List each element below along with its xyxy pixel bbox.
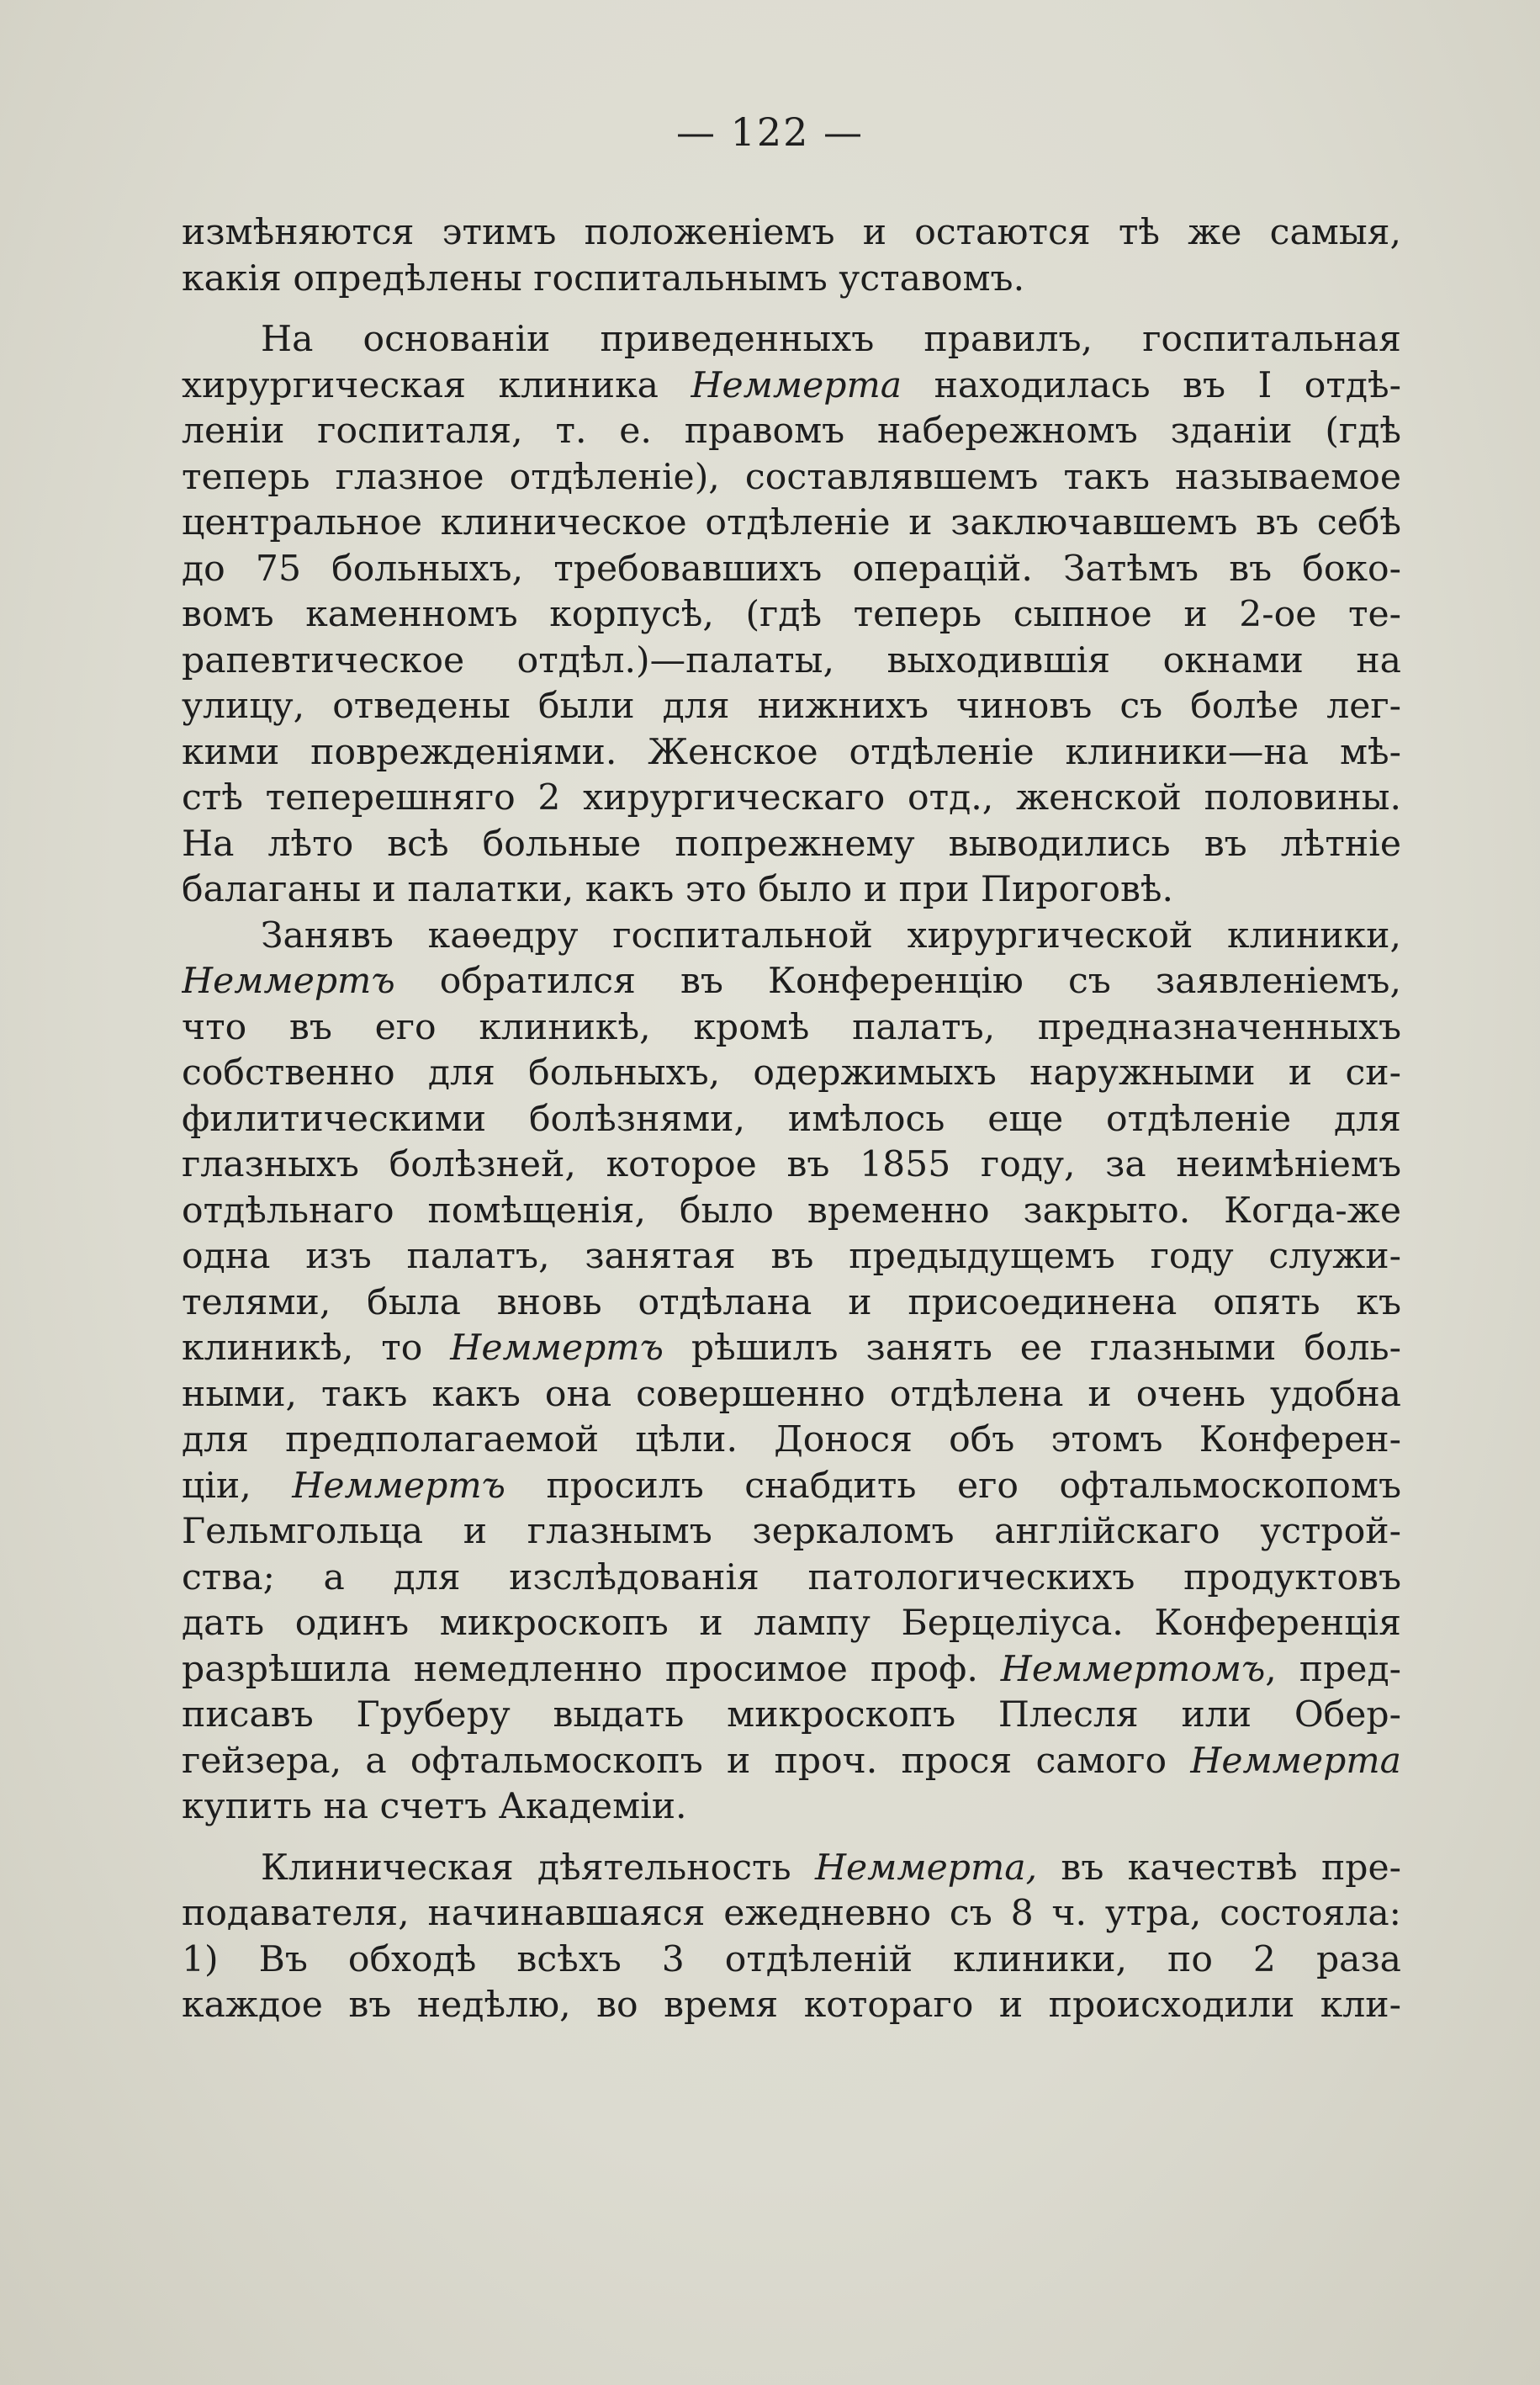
- text-line: [182, 1739, 1401, 1785]
- text-line: [182, 1784, 1401, 1831]
- text-segment: леніи госпиталя, т. е. правомъ набережномъ зданіи (гдѣ: [182, 411, 1401, 452]
- text-segment: для предполагаемой цѣли. Донося объ этомъ Конферен-: [182, 1419, 1401, 1460]
- text-line: [182, 776, 1401, 822]
- text-line: [182, 1234, 1401, 1280]
- text-segment: вомъ каменномъ корпусѣ, (гдѣ теперь сыпное и 2-ое те-: [182, 594, 1401, 635]
- text-segment: На основаніи приведенныхъ правилъ, госпитальная: [261, 319, 1401, 360]
- text-segment: что въ его клиникѣ, кромѣ палатъ, предназначенныхъ: [182, 1006, 1401, 1048]
- text-segment: глазныхъ болѣзней, которое въ 1855 году, за неимѣніемъ: [182, 1144, 1401, 1185]
- text-line: [182, 547, 1401, 593]
- text-segment: каждое въ недѣлю, во время котораго и происходили кли-: [182, 1985, 1401, 2026]
- text-line: [182, 959, 1401, 1005]
- text-segment: балаганы и палатки, какъ это было и при Пироговѣ.: [182, 869, 1174, 910]
- italic-name: Неммертъ: [182, 961, 395, 1002]
- text-segment: стѣ теперешняго 2 хирургическаго отд., женской половины.: [182, 777, 1401, 819]
- text-line: [182, 1601, 1401, 1647]
- text-line: [182, 1509, 1401, 1556]
- text-line: [182, 1097, 1401, 1143]
- paragraph: [182, 210, 1401, 302]
- text-line: [182, 1418, 1401, 1464]
- text-line: [182, 501, 1401, 547]
- text-segment: улицу, отведены были для нижнихъ чиновъ съ болѣе лег-: [182, 686, 1401, 727]
- text-line: [182, 1983, 1401, 2029]
- text-line: [182, 210, 1401, 257]
- text-segment: центральное клиническое отдѣленіе и заключавшемъ въ себѣ: [182, 502, 1401, 543]
- text-segment: купить на счетъ Академіи.: [182, 1786, 687, 1827]
- text-segment: обратился въ Конференцію съ заявленіемъ,: [394, 961, 1401, 1002]
- text-segment: просилъ снабдить его офтальмоскопомъ: [505, 1465, 1401, 1507]
- text-segment: На лѣто всѣ больные попрежнему выводились въ лѣтніе: [182, 823, 1401, 865]
- paragraph: [182, 1846, 1401, 2029]
- italic-name: Неммерта: [1190, 1740, 1401, 1782]
- text-segment: теперь глазное отдѣленіе), составлявшемъ такъ называемое: [182, 456, 1401, 498]
- text-line: [182, 639, 1401, 685]
- text-segment: какія опредѣлены госпитальнымъ уставомъ.: [182, 257, 1025, 299]
- text-line: [182, 1937, 1401, 1984]
- italic-name: Неммертъ: [450, 1328, 664, 1369]
- text-line: [182, 363, 1401, 410]
- text-segment: 1) Въ обходѣ всѣхъ 3 отдѣленій клиники, по 2 раза: [182, 1938, 1401, 1980]
- paragraph: [182, 914, 1401, 1831]
- text-line: [182, 914, 1401, 960]
- text-line: [182, 1326, 1401, 1372]
- text-segment: хирургическая клиника: [182, 364, 691, 406]
- text-line: [182, 1693, 1401, 1739]
- text-line: [182, 1372, 1401, 1418]
- text-line: [182, 1846, 1401, 1892]
- text-line: [182, 822, 1401, 868]
- text-line: [182, 1005, 1401, 1052]
- text-segment: находилась въ I отдѣ-: [902, 364, 1401, 406]
- italic-name: Неммертомъ: [1000, 1648, 1266, 1690]
- text-segment: въ качествѣ пре-: [1037, 1847, 1401, 1889]
- text-segment: ными, такъ какъ она совершенно отдѣлена и очень удобна: [182, 1373, 1401, 1415]
- text-segment: филитическими болѣзнями, имѣлось еще отдѣленіе для: [182, 1098, 1401, 1140]
- text-line: [182, 257, 1401, 303]
- text-segment: Занявъ каѳедру госпитальной хирургической клиники,: [261, 914, 1401, 957]
- text-line: [182, 592, 1401, 639]
- text-segment: клиникѣ, то: [182, 1328, 451, 1369]
- text-segment: телями, была вновь отдѣлана и присоединена опять къ: [182, 1281, 1401, 1323]
- text-line: [182, 1464, 1401, 1510]
- text-segment: Гельмгольца и глазнымъ зеркаломъ англійскаго устрой-: [182, 1511, 1401, 1552]
- text-line: [182, 317, 1401, 363]
- text-segment: измѣняются этимъ положеніемъ и остаются тѣ же самыя,: [182, 212, 1401, 253]
- text-segment: до 75 больныхъ, требовавшихъ операцій. Затѣмъ въ боко-: [182, 548, 1401, 590]
- text-segment: рапевтическое отдѣл.)—палаты, выходившія окнами на: [182, 639, 1401, 681]
- text-segment: одна изъ палатъ, занятая въ предыдущемъ году служи-: [182, 1236, 1401, 1277]
- text-line: [182, 730, 1401, 776]
- text-segment: дать одинъ микроскопъ и лампу Берцеліуса. Конференція: [182, 1603, 1401, 1644]
- text-segment: гейзера, а офтальмоскопъ и проч. прося самого: [182, 1740, 1191, 1782]
- text-segment: ціи,: [182, 1465, 293, 1507]
- text-segment: кими поврежденіями. Женское отдѣленіе клиники—на мѣ-: [182, 731, 1401, 773]
- text-line: [182, 1647, 1401, 1693]
- text-line: [182, 1891, 1401, 1937]
- body-text: [182, 210, 1401, 2029]
- italic-name: Неммерта,: [814, 1847, 1038, 1889]
- text-line: [182, 1051, 1401, 1097]
- italic-name: Неммертъ: [292, 1465, 505, 1507]
- text-segment: ства; а для изслѣдованія патологическихъ продуктовъ: [182, 1556, 1401, 1598]
- text-line: [182, 684, 1401, 730]
- text-line: [182, 1556, 1401, 1602]
- text-line: [182, 455, 1401, 501]
- paragraph-gap: [182, 302, 1401, 317]
- text-segment: писавъ Груберу выдать микроскопъ Плесля или Обер-: [182, 1694, 1401, 1736]
- text-segment: , пред-: [1265, 1648, 1401, 1690]
- text-line: [182, 1142, 1401, 1189]
- paragraph: [182, 317, 1401, 914]
- text-segment: собственно для больныхъ, одержимыхъ наружными и си-: [182, 1052, 1401, 1094]
- page-number: — 122 —: [675, 109, 865, 155]
- text-segment: рѣшилъ занять ее глазными боль-: [663, 1328, 1401, 1369]
- text-line: [182, 409, 1401, 455]
- text-line: [182, 1280, 1401, 1327]
- text-segment: подавателя, начинавшаяся ежедневно съ 8 ч. утра, состояла:: [182, 1893, 1401, 1934]
- paragraph-gap: [182, 1831, 1401, 1846]
- text-line: [182, 867, 1401, 914]
- text-segment: Клиническая дѣятельность: [261, 1847, 815, 1889]
- text-segment: отдѣльнаго помѣщенія, было временно закрыто. Когда-же: [182, 1190, 1401, 1232]
- text-segment: разрѣшила немедленно просимое проф.: [182, 1648, 1001, 1690]
- italic-name: Неммерта: [691, 364, 902, 406]
- text-line: [182, 1189, 1401, 1235]
